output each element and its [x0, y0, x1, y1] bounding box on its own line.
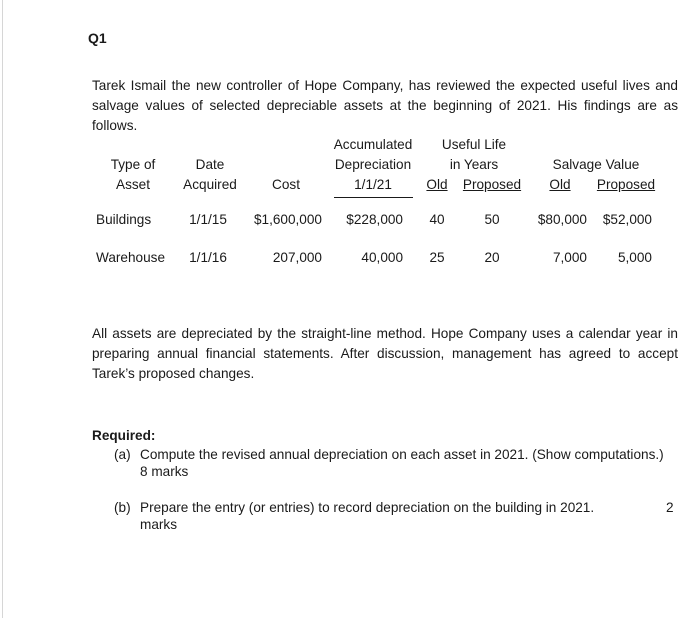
row-date: 1/1/16 [189, 250, 227, 265]
row-life-old: 25 [429, 250, 445, 265]
row-date: 1/1/15 [189, 212, 227, 227]
item-b-text: Prepare the entry (or entries) to record depreciation on the building in 2021. [140, 500, 595, 515]
intro-paragraph: Tarek Ismail the new controller of Hope Company, has reviewed the expected useful lives and salvage values of selected depreciable assets at the beginning of 2021. His findings are as follows. [92, 78, 678, 133]
header-date-line1: Date [195, 157, 225, 172]
header-accum-line3: 1/1/21 [354, 177, 392, 192]
row-life-proposed: 50 [484, 212, 500, 227]
header-accum-line1: Accumulated [333, 137, 413, 152]
item-a-text: Compute the revised annual depreciation on each asset in 2021. (Show computations.) [140, 447, 664, 462]
row-type: Warehouse [96, 250, 166, 265]
header-accum-line2: Depreciation [334, 157, 412, 172]
row-life-proposed: 20 [484, 250, 500, 265]
header-type-line1: Type of [110, 157, 156, 172]
row-cost: $1,600,000 [253, 212, 322, 227]
row-salvage-old: 7,000 [552, 250, 587, 265]
header-life-proposed: Proposed [462, 177, 522, 192]
item-b-letter: (b) [114, 500, 131, 515]
row-type: Buildings [96, 212, 152, 227]
header-life-old: Old [426, 177, 448, 192]
item-b-marks: marks [140, 517, 178, 532]
item-b-marks-number: 2 [666, 500, 674, 515]
row-life-old: 40 [429, 212, 445, 227]
row-salvage-proposed: $52,000 [602, 212, 652, 227]
page-left-border [2, 0, 3, 618]
header-accum-underline [334, 197, 413, 198]
second-paragraph: All assets are depreciated by the straight-line method. Hope Company uses a calendar year in preparing annual financial statements. After discussion, management has agreed to accept Tarek’s proposed changes. [92, 326, 678, 381]
item-a-letter: (a) [114, 447, 131, 462]
row-salvage-proposed: 5,000 [617, 250, 652, 265]
row-cost: 207,000 [272, 250, 322, 265]
header-date-line2: Acquired [183, 177, 237, 192]
header-salvage-line1: Salvage Value [552, 157, 640, 172]
question-label: Q1 [88, 30, 107, 46]
header-cost: Cost [272, 177, 300, 192]
row-accum: $228,000 [346, 212, 403, 227]
header-salvage-proposed: Proposed [596, 177, 656, 192]
header-type-line2: Asset [116, 177, 150, 192]
item-a-marks: 8 marks [140, 464, 189, 479]
header-salvage-old: Old [549, 177, 571, 192]
header-life-line2: in Years [449, 157, 499, 172]
required-heading: Required: [92, 428, 156, 443]
row-accum: 40,000 [361, 250, 403, 265]
header-life-line1: Useful Life [441, 137, 507, 152]
row-salvage-old: $80,000 [537, 212, 587, 227]
